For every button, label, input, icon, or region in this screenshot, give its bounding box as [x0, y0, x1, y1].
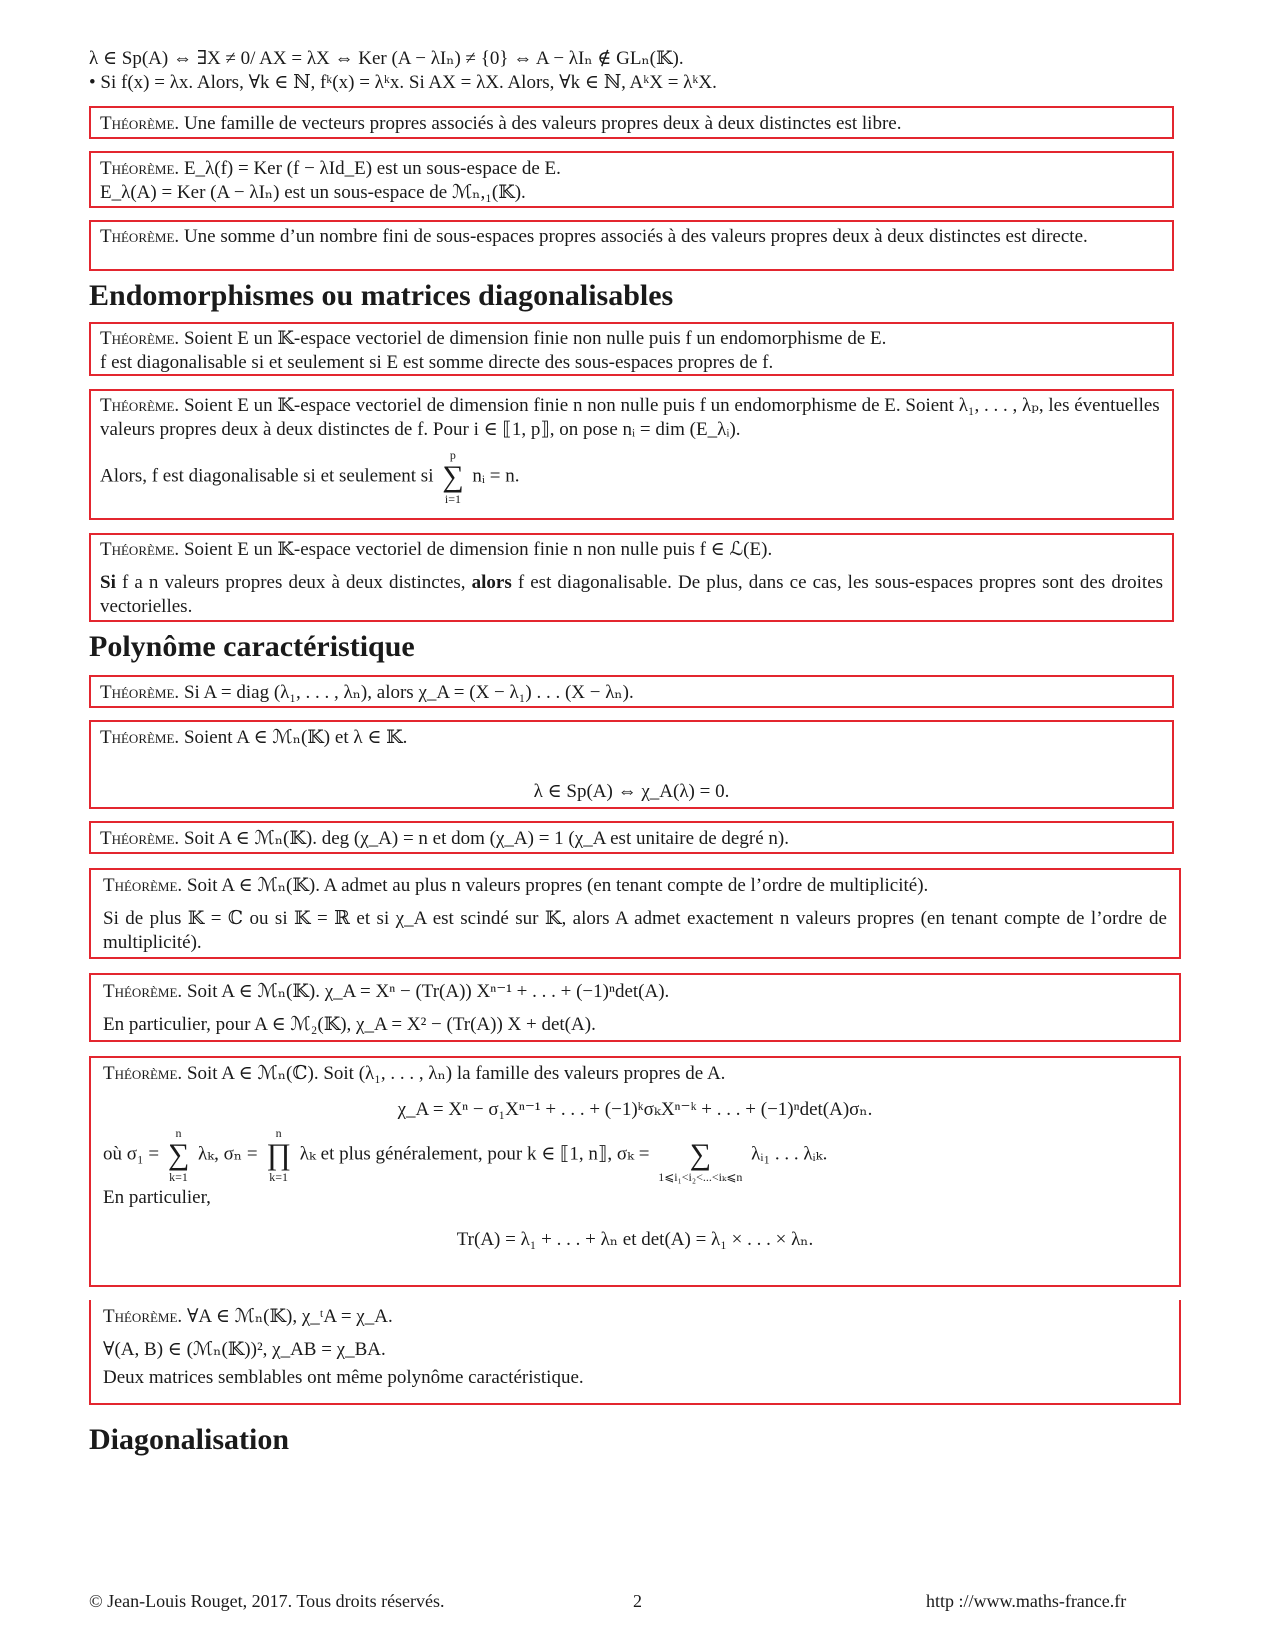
theorem-label: Théorème. — [100, 328, 180, 349]
theorem-box-6 — [89, 533, 1174, 622]
theorem-text: Une somme d’un nombre fini de sous-espaces propres associés à des valeurs propres deux à deux distinctes est directe. — [183, 226, 1088, 247]
theorem-label: Théorème. — [100, 727, 180, 748]
theorem-text: Une famille de vecteurs propres associés à des valeurs propres deux à deux distinctes est libre. — [183, 113, 902, 134]
theorem-text: Soit A ∈ ℳₙ(𝕂). deg (χ_A) = n et dom (χ_A) = 1 (χ_A est unitaire de degré n). — [183, 828, 789, 849]
theorem-label: Théorème. — [100, 539, 180, 560]
theorem-text: Alors, f est diagonalisable si et seulement si — [100, 465, 434, 487]
sum-symbol: n ∑ k=1 — [167, 1126, 190, 1184]
theorem-box-13 — [89, 1300, 1181, 1405]
theorem-box-10 — [89, 868, 1181, 959]
keyword-alors: alors — [471, 572, 512, 593]
theorem-formula: χ_A = Xⁿ − σ₁Xⁿ⁻¹ + . . . + (−1)ᵏσₖXⁿ⁻ᵏ + . . . + (−1)ⁿdet(A)σₙ. — [397, 1099, 873, 1120]
theorem-text: où σ₁ = — [103, 1143, 160, 1165]
theorem-text: f est diagonalisable. De plus, dans ce cas, les sous-espaces propres sont des droites vectorielles. — [100, 572, 1164, 617]
theorem-box-9 — [89, 821, 1174, 854]
theorem-box-4 — [89, 322, 1174, 376]
theorem-label: Théorème. — [100, 828, 180, 849]
theorem-text: λₖ, σₙ = — [197, 1143, 258, 1165]
theorem-text: Soient E un 𝕂-espace vectoriel de dimension finie non nulle puis f un endomorphisme de E. — [183, 328, 887, 349]
theorem-text: Soient E un 𝕂-espace vectoriel de dimension finie n non nulle puis f un endomorphisme de E. Soient λ₁, . . . , λₚ, les éventuelles valeurs propres deux à deux distinctes de f. Pour i ∈ ⟦1, p⟧, on pose nᵢ = dim (E_λᵢ). — [100, 395, 1160, 440]
theorem-text: f a n valeurs propres deux à deux distinctes, — [121, 572, 466, 593]
keyword-si: Si — [100, 572, 116, 593]
section-title-diagonalisables: Endomorphismes ou matrices diagonalisables — [89, 279, 674, 312]
section-title-diagonalisation: Diagonalisation — [89, 1423, 290, 1456]
theorem-text: ∀A ∈ ℳₙ(𝕂), χ_ᵗA = χ_A. — [186, 1306, 393, 1327]
theorem-box-7 — [89, 675, 1174, 708]
intro-line-2: • Si f(x) = λx. Alors, ∀k ∈ ℕ, fᵏ(x) = λᵏx. Si AX = λX. Alors, ∀k ∈ ℕ, AᵏX = λᵏX. — [89, 72, 717, 93]
theorem-text: λᵢ₁ . . . λᵢₖ. — [751, 1143, 828, 1165]
footer-url[interactable]: http ://www.maths-france.fr — [926, 1591, 1127, 1611]
product-symbol: n ∏ k=1 — [266, 1126, 292, 1184]
theorem-text: En particulier, — [103, 1187, 211, 1208]
theorem-label: Théorème. — [100, 682, 180, 703]
theorem-text: ∀(A, B) ∈ (ℳₙ(𝕂))², χ_AB = χ_BA. — [103, 1339, 386, 1360]
theorem-text: Soient A ∈ ℳₙ(𝕂) et λ ∈ 𝕂. — [183, 727, 408, 748]
theorem-label: Théorème. — [100, 226, 180, 247]
theorem-text: Si A = diag (λ₁, . . . , λₙ), alors χ_A = (X − λ₁) . . . (X − λₙ). — [183, 682, 634, 703]
section-title-polynome: Polynôme caractéristique — [89, 630, 415, 663]
intro-line-1: λ ∈ Sp(A) ⇔ ∃X ≠ 0/ AX = λX ⇔ Ker (A − λIₙ) ≠ {0} ⇔ A − λIₙ ∉ GLₙ(𝕂). — [89, 48, 684, 69]
theorem-formula: λ ∈ Sp(A) ⇔ χ_A(λ) = 0. — [533, 781, 730, 802]
theorem-label: Théorème. — [103, 1063, 183, 1084]
theorem-formula: Tr(A) = λ₁ + . . . + λₙ et det(A) = λ₁ × . . . × λₙ. — [456, 1229, 814, 1250]
theorem-label: Théorème. — [103, 875, 183, 896]
theorem-text: f est diagonalisable si et seulement si E est somme directe des sous-espaces propres de f. — [100, 352, 774, 373]
theorem-text: λₖ et plus généralement, pour k ∈ ⟦1, n⟧, σₖ = — [299, 1143, 650, 1165]
theorem-text: Deux matrices semblables ont même polynôme caractéristique. — [103, 1367, 584, 1388]
theorem-label: Théorème. — [103, 1306, 183, 1327]
theorem-text: Soit A ∈ ℳₙ(𝕂). χ_A = Xⁿ − (Tr(A)) Xⁿ⁻¹ + . . . + (−1)ⁿdet(A). — [186, 981, 670, 1002]
theorem-label: Théorème. — [100, 395, 180, 416]
theorem-text: E_λ(A) = Ker (A − λIₙ) est un sous-espace de ℳₙ,₁(𝕂). — [100, 182, 526, 203]
theorem-label: Théorème. — [103, 981, 183, 1002]
theorem-text: nᵢ = n. — [472, 465, 520, 487]
theorem-label: Théorème. — [100, 158, 180, 179]
theorem-label: Théorème. — [100, 113, 180, 134]
theorem-box-3 — [89, 220, 1174, 271]
sum-symbol: ∑ 1⩽i₁<i₂<...<iₖ⩽n — [658, 1138, 743, 1184]
theorem-box-1 — [89, 106, 1174, 139]
theorem-text: Soient E un 𝕂-espace vectoriel de dimension finie n non nulle puis f ∈ ℒ(E). — [183, 539, 773, 560]
theorem-box-2 — [89, 151, 1174, 208]
theorem-box-8 — [89, 720, 1174, 809]
footer-page-number: 2 — [633, 1591, 642, 1611]
theorem-text: Soit A ∈ ℳₙ(ℂ). Soit (λ₁, . . . , λₙ) la famille des valeurs propres de A. — [186, 1063, 726, 1084]
theorem-box-12 — [89, 1056, 1181, 1287]
theorem-box-5 — [89, 389, 1174, 520]
theorem-box-11 — [89, 973, 1181, 1042]
theorem-text: Soit A ∈ ℳₙ(𝕂). A admet au plus n valeurs propres (en tenant compte de l’ordre de multiplicité). — [186, 875, 929, 896]
theorem-text: E_λ(f) = Ker (f − λId_E) est un sous-espace de E. — [183, 158, 561, 179]
theorem-text: Si de plus 𝕂 = ℂ ou si 𝕂 = ℝ et si χ_A est scindé sur 𝕂, alors A admet exactement n valeurs propres (en tenant compte de l’ordre de multiplicité). — [103, 908, 1167, 953]
theorem-text: En particulier, pour A ∈ ℳ₂(𝕂), χ_A = X² − (Tr(A)) X + det(A). — [103, 1014, 596, 1035]
sum-symbol: p ∑ i=1 — [442, 448, 464, 506]
footer-copyright: © Jean-Louis Rouget, 2017. Tous droits réservés. — [89, 1591, 445, 1611]
